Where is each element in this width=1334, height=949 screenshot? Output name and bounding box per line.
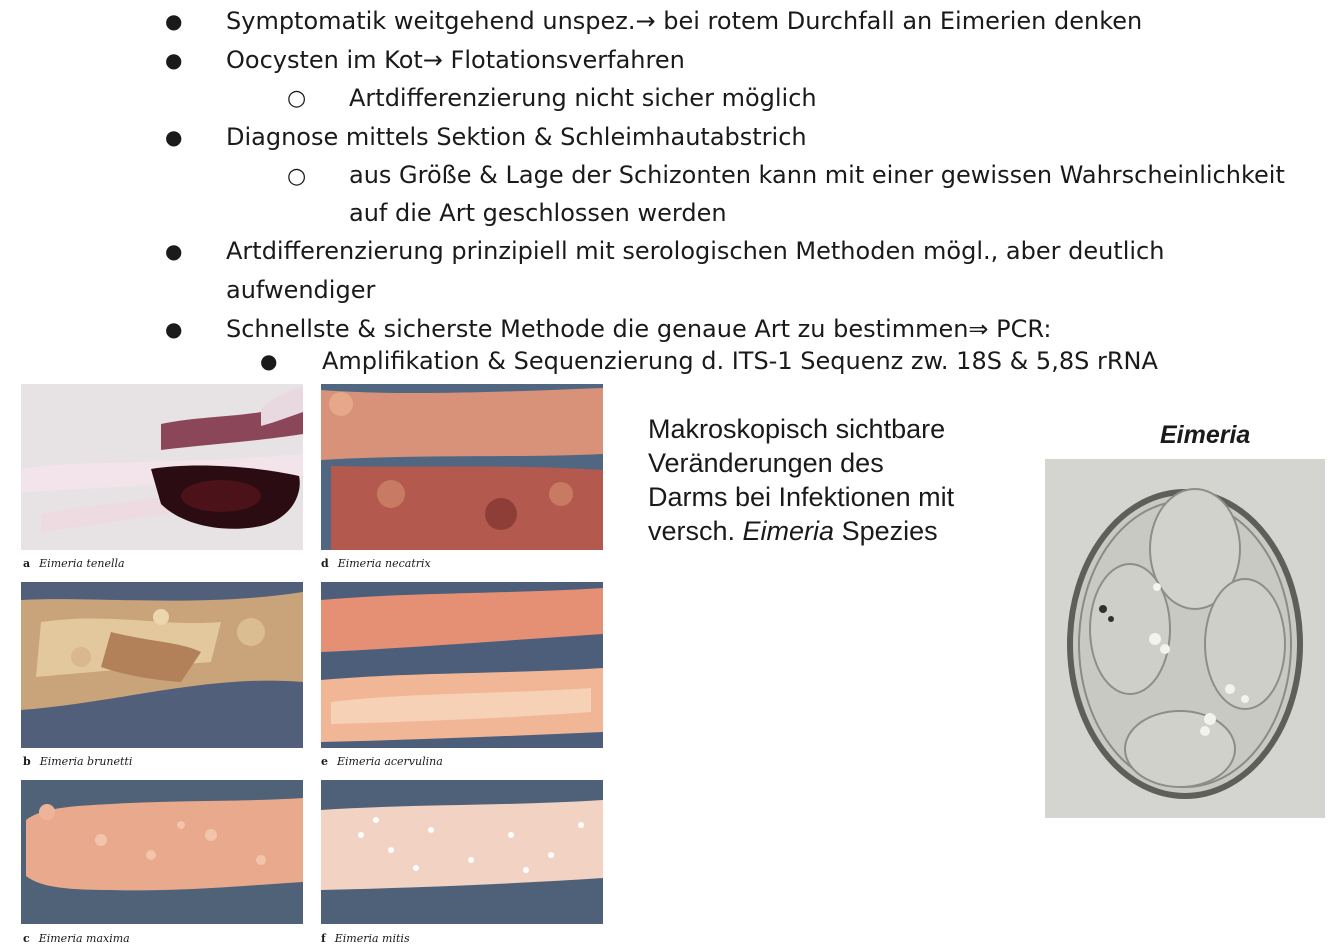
- figure-caption: [23, 932, 130, 946]
- caption-species: Eimeria mitis: [334, 932, 410, 945]
- micrograph-title: Eimeria: [1160, 421, 1251, 449]
- bullet-dot: ●: [165, 48, 183, 72]
- bullet-text-continued: aufwendiger: [226, 276, 376, 304]
- bullet-dot: ●: [165, 125, 183, 149]
- bullet-text: Oocysten im Kot→ Flotationsverfahren: [226, 46, 685, 74]
- bullet-dot: ●: [165, 9, 183, 33]
- caption-letter: c: [23, 932, 30, 945]
- description-line: [648, 514, 998, 548]
- sub-bullet-text: Artdifferenzierung nicht sicher möglich: [349, 84, 817, 112]
- bullet-text: Diagnose mittels Sektion & Schleimhautabstrich: [226, 123, 807, 151]
- sub-bullet-text: Amplifikation & Sequenzierung d. ITS-1 Sequenz zw. 18S & 5,8S rRNA: [322, 347, 1158, 375]
- description-text: versch.: [648, 516, 743, 546]
- figure-caption: [321, 557, 431, 571]
- caption-letter: f: [321, 932, 326, 945]
- macroscopic-description: [648, 412, 998, 548]
- bullet-text: Schnellste & sicherste Methode die genaue Art zu bestimmen⇒ PCR:: [226, 315, 1052, 343]
- description-text: Spezies: [834, 516, 938, 546]
- figure-caption: [23, 755, 132, 769]
- caption-species: Eimeria necatrix: [337, 557, 431, 570]
- photo-eimeria-tenella: [21, 384, 303, 550]
- caption-letter: b: [23, 755, 31, 768]
- description-italic: Eimeria: [742, 516, 835, 546]
- bullet-dot: ●: [260, 349, 278, 373]
- photo-eimeria-necatrix: [321, 384, 603, 550]
- caption-species: Eimeria brunetti: [39, 755, 133, 768]
- photo-eimeria-maxima: [21, 780, 303, 924]
- sub-bullet-circle: ○: [287, 86, 307, 111]
- caption-species: Eimeria maxima: [38, 932, 130, 945]
- photo-eimeria-acervulina: [321, 582, 603, 748]
- photo-eimeria-brunetti: [21, 582, 303, 748]
- caption-letter: a: [23, 557, 31, 570]
- bullet-dot: ●: [165, 239, 183, 263]
- photo-eimeria-mitis: [321, 780, 603, 924]
- description-line: Makroskopisch sichtbare: [648, 414, 946, 444]
- figure-caption: [23, 557, 125, 571]
- bullet-text: Artdifferenzierung prinzipiell mit serologischen Methoden mögl., aber deutlich: [226, 237, 1165, 265]
- sub-bullet-circle: ○: [287, 164, 307, 189]
- caption-species: Eimeria acervulina: [337, 755, 443, 768]
- eimeria-oocyst-micrograph: [1045, 459, 1325, 818]
- description-line: Darms bei Infektionen mit: [648, 482, 955, 512]
- sub-bullet-text-continued: auf die Art geschlossen werden: [349, 199, 727, 227]
- figure-caption: [321, 755, 443, 769]
- caption-species: Eimeria tenella: [39, 557, 125, 570]
- caption-letter: e: [321, 755, 328, 768]
- caption-letter: d: [321, 557, 329, 570]
- bullet-dot: ●: [165, 317, 183, 341]
- sub-bullet-text: aus Größe & Lage der Schizonten kann mit einer gewissen Wahrscheinlichkeit: [349, 161, 1285, 189]
- bullet-text: Symptomatik weitgehend unspez.→ bei rotem Durchfall an Eimerien denken: [226, 7, 1143, 35]
- description-line: Veränderungen des: [648, 448, 884, 478]
- figure-caption: [321, 932, 410, 946]
